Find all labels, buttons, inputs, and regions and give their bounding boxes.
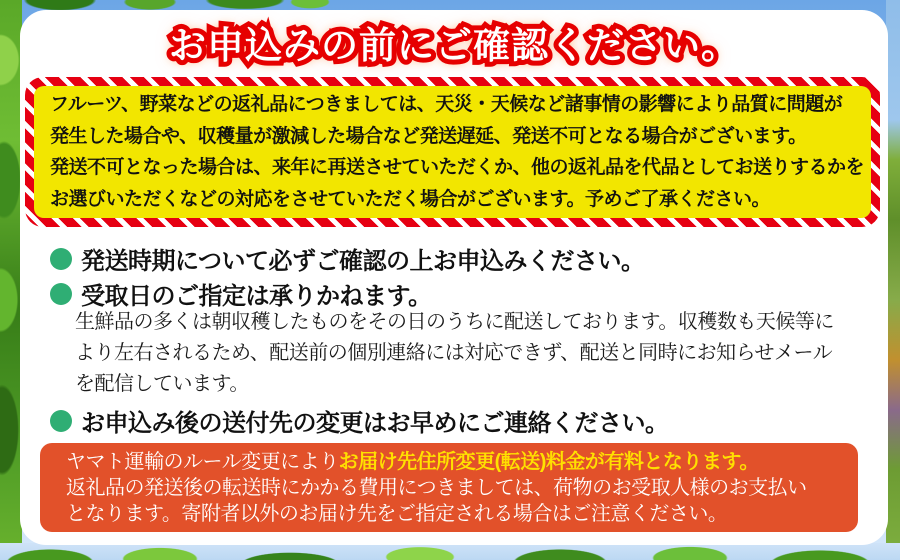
shipping-notice-box [40,443,858,532]
bullet-item-delivery-date [50,276,432,311]
green-bullet-icon [50,410,72,432]
bullet-item-address-change [50,403,669,438]
notice-highlight: お届け先住所変更(転送)料金が有料となります。 [338,451,759,473]
notice-line-2: 返礼品の発送後の転送時にかかる費用につきましては、荷物のお受取人様のお支払い [66,477,807,499]
warning-line: 発生した場合や、収穫量が激減した場合など発送遅延、発送不可となる場合がございます。 [50,125,807,147]
detail-line: より左右されるため、配送前の個別連絡には対応できず、配送と同時にお知らせメール [75,342,833,364]
detail-line: 生鮮品の多くは朝収穫したものをその日のうちに配送しております。収穫数も天候等に [75,311,834,333]
notice-line-1 [66,449,832,475]
green-bullet-icon [50,283,72,305]
detail-line: を配信しています。 [75,373,249,395]
warning-line: お選びいただくなどの対応をさせていただく場合がございます。予めご了承ください。 [50,188,770,210]
warning-line: フルーツ、野菜などの返礼品につきましては、天災・天候など諸事情の影響により品質に問題が [50,94,843,115]
bullet-label: お申込み後の送付先の変更はお早めにご連絡ください。 [81,410,669,437]
bullet-label: 発送時期について必ずご確認の上お申込みください。 [81,248,645,275]
bullet-item-shipping-period [50,241,645,276]
notice-prefix: ヤマト運輸のルール変更により [66,451,339,473]
notice-line-3: となります。寄附者以外のお届け先をご指定される場合はご注意ください。 [66,503,728,525]
warning-box-inner [34,86,871,218]
warning-line: 発送不可となった場合は、来年に再送させていただくか、他の返礼品を代品としてお送りするかを [50,157,865,178]
bullet-detail [75,307,875,400]
page-title: お申込みの前にご確認ください。 お申込みの前にご確認ください。 [20,22,888,70]
warning-box [25,77,880,227]
leaves-photo-left [0,0,22,560]
bullet-label: 受取日のご指定は承りかねます。 [81,283,432,310]
leaves-photo-right [886,0,900,560]
leaves-photo-bottom [0,543,900,560]
notice-card [20,10,888,545]
green-bullet-icon [50,248,72,270]
